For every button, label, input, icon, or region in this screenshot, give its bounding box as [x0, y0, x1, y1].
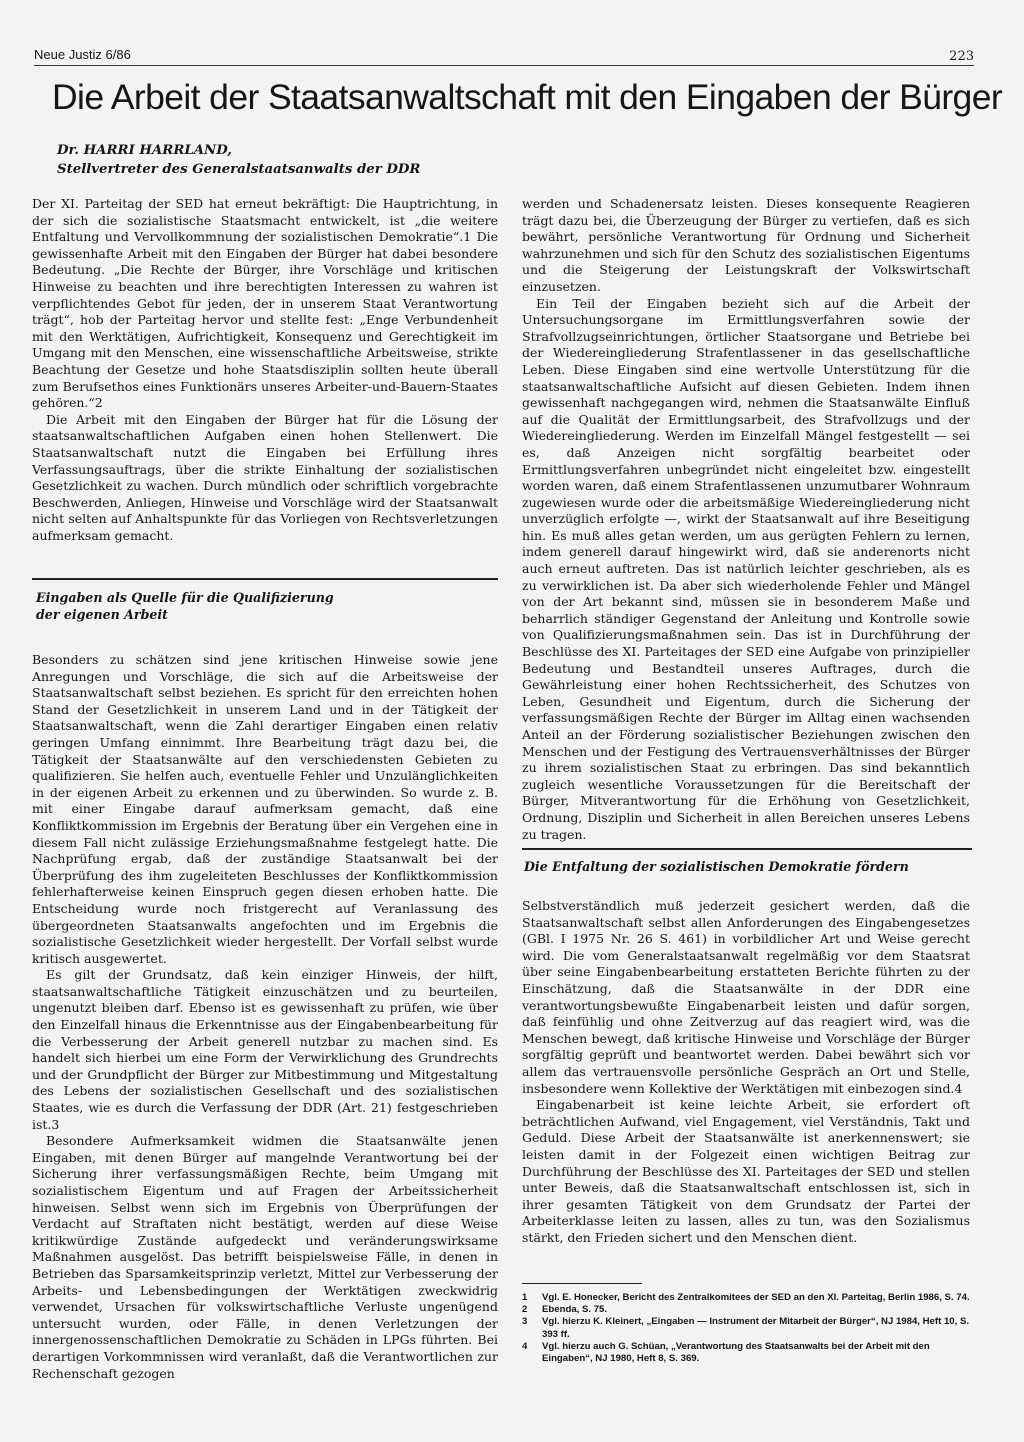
author-name: Dr. HARRI HARRLAND,	[57, 143, 232, 158]
paragraph: werden und Schadenersatz leisten. Dieses konsequente Reagieren trägt dazu bei, die Überzeugung der Bürger zu vertiefen, daß es sich bewährt, persönliche Verantwortung für Ordnung und Sicherheit wahrzunehmen und sich für den Schutz des sozialistischen Eigentums und die Steigerung der Leistungskraft der Volkswirtschaft einzusetzen.	[522, 196, 970, 294]
paragraph: Eingabenarbeit ist keine leichte Arbeit, sie erfordert oft beträchtlichen Aufwand, viel Engagement, viel Verständnis, Takt und Geduld. Diese Arbeit der Staatsanwälte ist anerkennenswert; sie leisten damit in der Folgezeit einen wichtigen Beitrag zur Durchführung der Beschlüsse des XI. Parteitages der SED und stellen unter Beweis, daß die Staatsanwaltschaft entschlossen ist, sich in ihrer gesamten Tätigkeit von dem Grundsatz der Partei der Arbeiterklasse leiten zu lassen, alles zu tun, was den Sozialismus stärkt, den Frieden sichert und den Menschen dient.	[522, 1097, 970, 1245]
right-column-bottom	[522, 898, 970, 1246]
paragraph: Die Arbeit mit den Eingaben der Bürger hat für die Lösung der staatsanwaltschaftlichen Aufgaben einen hohen Stellenwert. Die Staatsanwaltschaft nutzt die Eingaben bei Erfüllung ihres Verfassungsauftrags, über die strikte Einhaltung der sozialistischen Gesetzlichkeit zu wachen. Durch mündlich oder schriftlich vorgebrachte Beschwerden, Anliegen, Hinweise und Vorschläge wird der Staatsanwalt nicht selten auf Anhaltspunkte für das Vorliegen von Rechtsverletzungen aufmerksam gemacht.	[32, 411, 498, 543]
footnote: 4 Vgl. hierzu auch G. Schüan, „Verantwortung des Staatsanwalts bei der Arbeit mit den Eingaben“, NJ 1980, Heft 8, S. 369.	[522, 1340, 930, 1365]
paragraph: Besonders zu schätzen sind jene kritischen Hinweise sowie jene Anregungen und Vorschläge, die sich auf die Arbeitsweise der Staatsanwaltschaft selbst beziehen. Es spricht für den erreichten hohen Stand der Gesetzlichkeit in unserem Land und in der Tätigkeit der Staatsanwaltschaft, wenn die Zahl derartiger Eingaben einen relativ geringen Umfang einnimmt. Ihre Bearbeitung trägt dazu bei, die Tätigkeit der Staatsanwälte auf den verschiedensten Gebieten zu qualifizieren. Sie helfen auch, eventuelle Fehler und Unzulänglichkeiten in der eigenen Arbeit zu erkennen und zu überwinden. So wurde z. B. mit einer Eingabe darauf aufmerksam gemacht, daß eine Konfliktkommission im Ergebnis der Beratung über ein Vergehen eine in diesem Fall nicht zulässige Erziehungsmaßnahme festgelegt hatte. Die Nachprüfung ergab, daß der zuständige Staatsanwalt bei der Überprüfung des ihm zugeleiteten Beschlusses der Konfliktkommission fehlerhafterweise keinen Einspruch gegen diesen erhoben hatte. Die Entscheidung wurde noch fristgerecht auf Veranlassung des übergeordneten Staatsanwalts angefochten und im Ergebnis die sozialistische Gesetzlichkeit wieder hergestellt. Der Vorfall selbst wurde kritisch ausgewertet.	[32, 652, 498, 966]
footnote: 3 Vgl. hierzu K. Kleinert, „Eingaben — Instrument der Mitarbeit der Bürger“, NJ 1984, Heft 10, S. 393 ff.	[522, 1316, 970, 1340]
section-rule	[32, 578, 498, 580]
footnote-rule	[522, 1283, 642, 1284]
journal-name: Neue Justiz 6/86	[34, 47, 131, 62]
header-rule	[34, 65, 974, 66]
section-heading-demokratie: Die Entfaltung der sozialistischen Demokratie fördern	[524, 859, 909, 874]
paragraph: Selbstverständlich muß jederzeit gesichert werden, daß die Staatsanwaltschaft selbst allen Anforderungen des Eingabengesetzes (GBl. I 1975 Nr. 26 S. 461) in vorbildlicher Art und Weise gerecht wird. Die vom Generalstaatsanwalt regelmäßig vor dem Staatsrat über seine Eingabenbearbeitung erstatteten Berichte führten zu der Einschätzung, daß die Staatsanwälte in der DDR eine verantwortungsbewußte Eingabenarbeit leisten und dafür sorgen, daß feinfühlig und ohne Zeitverzug auf das reagiert wird, was die Menschen bewegt, daß kritische Hinweise und Vorschläge der Bürger sorgfältig geprüft und beantwortet werden. Dabei bewährt sich vor allem das vertrauensvolle persönliche Gespräch an Ort und Stelle, insbesondere wenn Kollektive der Werktätigen mit einbezogen sind.4	[522, 898, 970, 1096]
paragraph: Besondere Aufmerksamkeit widmen die Staatsanwälte jenen Eingaben, mit denen Bürger auf mangelnde Verantwortung bei der Sicherung ihrer verfassungsmäßigen Rechte, beim Umgang mit sozialistischem Eigentum und auf Fragen der Arbeitssicherheit hinweisen. Selbst wenn sich im Ergebnis von Überprüfungen der Verdacht auf Straftaten nicht bestätigt, werden auf diese Weise kritikwürdige Zustände aufgedeckt und veränderungswirksame Maßnahmen ausgelöst. Das betrifft beispielsweise Fälle, in denen in Betrieben das Sparsamkeitsprinzip verletzt, Mittel zur Verbesserung der Arbeits- und Lebensbedingungen der Werktätigen zweckwidrig verwendet, Ursachen für volkswirtschaftliche Verluste ungenügend untersucht wurden, oder Fälle, in denen Verletzungen der innergenossenschaftlichen Demokratie zu Schäden in LPGs führten. Bei derartigen Vorkommnissen wird veranlaßt, daß die Verantwortlichen zur Rechenschaft gezogen	[32, 1133, 498, 1381]
left-column-intro	[32, 196, 498, 544]
right-column-top	[522, 196, 970, 843]
paragraph: Es gilt der Grundsatz, daß kein einziger Hinweis, der hilft, staatsanwaltschaftliche Tätigkeit einzuschätzen und zu beurteilen, ungenutzt bleiben darf. Ebenso ist es gewissenhaft zu prüfen, wie über den Einzelfall hinaus die Erkenntnisse aus der Eingabenbearbeitung für die Verbesserung der Arbeit generell nutzbar zu machen sind. Es handelt sich hierbei um eine Form der Verwirklichung des Grundrechts und der Grundpflicht der Bürger zur Mitbestimmung und Mitgestaltung des Lebens der sozialistischen Gesellschaft und des sozialistischen Staates, wie es durch die Verfassung der DDR (Art. 21) festgeschrieben ist.3	[32, 967, 498, 1132]
footnotes	[522, 1292, 972, 1365]
author-block	[57, 141, 487, 179]
page-number: 223	[949, 49, 974, 64]
section-heading-qualifizierung: Eingaben als Quelle für die Qualifizierung der eigenen Arbeit	[36, 590, 334, 622]
section-rule	[522, 848, 972, 850]
paragraph: Der XI. Parteitag der SED hat erneut bekräftigt: Die Hauptrichtung, in der sich die sozialistische Staatsmacht entwickelt, ist „die weitere Entfaltung und Vervollkommnung der sozialistischen Demokratie“.1 Die gewissenhafte Arbeit mit den Eingaben der Bürger hat dabei besondere Bedeutung. „Die Rechte der Bürger, ihre Vorschläge und kritischen Hinweise zu beachten und ihre berechtigten Interessen zu wahren ist verpflichtendes Gebot für jeden, der in unserem Staat Verantwortung trägt“, hob der Parteitag hervor und stellte fest: „Enge Verbundenheit mit den Werktätigen, Aufrichtigkeit, Konsequenz und Gerechtigkeit im Umgang mit den Menschen, eine wissenschaftliche Arbeitsweise, strikte Beachtung der Gesetze und hohe Staatsdisziplin sollten heute überall zum Berufsethos eines Funktionärs unseres Arbeiter-und-Bauern-Staates gehören.“2	[32, 196, 498, 411]
article-title: Die Arbeit der Staatsanwaltschaft mit den Eingaben der Bürger	[52, 77, 1003, 117]
author-role: Stellvertreter des Generalstaatsanwalts der DDR	[57, 162, 421, 177]
paragraph: Ein Teil der Eingaben bezieht sich auf die Arbeit der Untersuchungsorgane im Ermittlungsverfahren sowie der Strafvollzugseinrichtungen, örtlicher Staatsorgane und Betriebe bei der Wiedereingliederung Strafentlassener in das gesellschaftliche Leben. Diese Eingaben sind eine wertvolle Unterstützung für die staatsanwaltschaftliche Aufsicht auf diesen Gebieten. Indem ihnen gewissenhaft nachgegangen wird, nehmen die Staatsanwälte Einfluß auf die Qualität der Ermittlungsarbeit, des Strafvollzugs und der Wiedereingliederung. Werden im Einzelfall Mängel festgestellt — sei es, daß Anzeigen nicht sorgfältig bearbeitet oder Ermittlungsverfahren unbegründet nicht eingeleitet bzw. eingestellt worden waren, daß einem Strafentlassenen unzumutbarer Wohnraum zugewiesen wurde oder die arbeitsmäßige Wiedereingliederung nicht unverzüglich erfolgte —, wirkt der Staatsanwalt auf ihre Beseitigung hin. Es muß alles getan werden, um aus gerügten Fehlern zu lernen, indem generell darauf hingewirkt wird, daß sie anderenorts nicht auch erneut auftreten. Das ist natürlich leichter geschrieben, als es zu verwirklichen ist. Da aber sich wiederholende Fehler und Mängel von der Art bekannt sind, müssen sie in besonderem Maße und beharrlich ständiger Gegenstand der Anleitung und Kontrolle sowie von Qualifizierungsmaßnahmen sein. Das ist in Durchführung der Beschlüsse des XI. Parteitages der SED eine Aufgabe von prinzipieller Bedeutung und Bestandteil unseres Auftrages, durch die Gewährleistung einer hohen Rechtssicherheit, des Schutzes von Leben, Gesundheit und Eigentum, durch die Sicherung der verfassungsmäßigen Rechte der Bürger im Alltag einen wachsenden Anteil an der Förderung sozialistischer Beziehungen zwischen den Menschen und der Festigung des Vertrauensverhältnisses der Bürger zu ihrem sozialistischen Staat zu erbringen. Das sind bekanntlich zugleich wesentliche Voraussetzungen für die Bereitschaft der Bürger, Mitverantwortung für die Erhöhung von Gesetzlichkeit, Ordnung, Disziplin und Sicherheit in allen Bereichen unseres Lebens zu tragen.	[522, 295, 970, 842]
left-column-body	[32, 652, 498, 1382]
footnote: 1 Vgl. E. Honecker, Bericht des Zentralkomitees der SED an den XI. Parteitag, Berlin 1986, S. 74.	[522, 1292, 970, 1303]
footnote: 2 Ebenda, S. 75.	[522, 1304, 608, 1316]
